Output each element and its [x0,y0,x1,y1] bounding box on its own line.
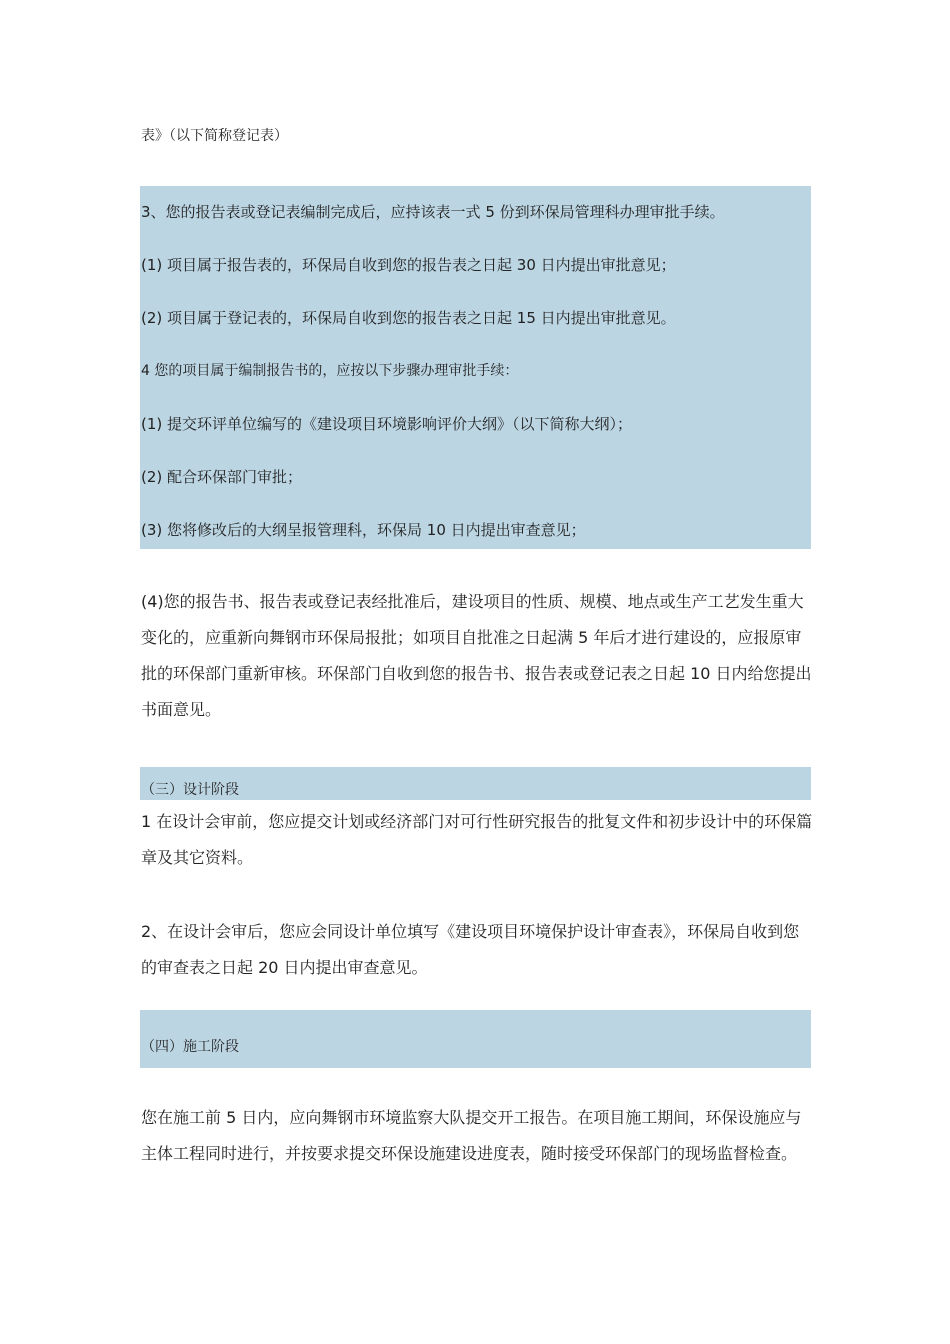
step3-sub2-text: (2) 项目属于登记表的，环保局自收到您的报告表之日起 15 日内提出审批意见。 [141,309,676,327]
step4-text: 4 您的项目属于编制报告书的，应按以下步骤办理审批手续： [141,363,519,379]
design-item2-line-1: 2、在设计会审后，您应会同设计单位填写《建设项目环境保护设计审查表》，环保局自收到您 [141,922,800,941]
para4-line-4: 书面意见。 [141,700,222,719]
construction-heading: （四）施工阶段 [141,1039,239,1055]
step4-sub2-text: (2) 配合环保部门审批； [141,468,303,486]
design-item1-line-2: 章及其它资料。 [141,848,254,867]
para4-line-3: 批的环保部门重新审核。环保部门自收到您的报告书、报告表或登记表之日起 10 日内给您提出 [141,664,812,683]
construction-body-line-1: 您在施工前 5 日内，应向舞钢市环境监察大队提交开工报告。在项目施工期间，环保设施应与 [141,1108,802,1127]
para4-line-1: (4)您的报告书、报告表或登记表经批准后，建设项目的性质、规模、地点或生产工艺发生重大 [141,592,804,611]
construction-body-line-2: 主体工程同时进行，并按要求提交环保设施建设进度表，随时接受环保部门的现场监督检查。 [141,1144,798,1163]
design-heading: （三）设计阶段 [141,782,239,798]
step4-sub1-text: (1) 提交环评单位编写的《建设项目环境影响评价大纲》（以下简称大纲）； [141,415,633,433]
design-heading-band [140,767,811,800]
para4-line-2: 变化的，应重新向舞钢市环保局报批；如项目自批准之日起满 5 年后才进行建设的，应报原审 [141,628,802,647]
step4-sub3-text: (3) 您将修改后的大纲呈报管理科，环保局 10 日内提出审查意见； [141,521,586,539]
step3-sub1-text: (1) 项目属于报告表的，环保局自收到您的报告表之日起 30 日内提出审批意见； [141,256,676,274]
design-item1-line-1: 1 在设计会审前，您应提交计划或经济部门对可行性研究报告的批复文件和初步设计中的环保篇 [141,812,813,831]
intro-tail-text: 表》（以下简称登记表） [141,128,288,144]
step3-text: 3、您的报告表或登记表编制完成后，应持该表一式 5 份到环保局管理科办理审批手续。 [141,203,725,221]
design-item2-line-2: 的审查表之日起 20 日内提出审查意见。 [141,958,428,977]
construction-heading-band [140,1010,811,1068]
